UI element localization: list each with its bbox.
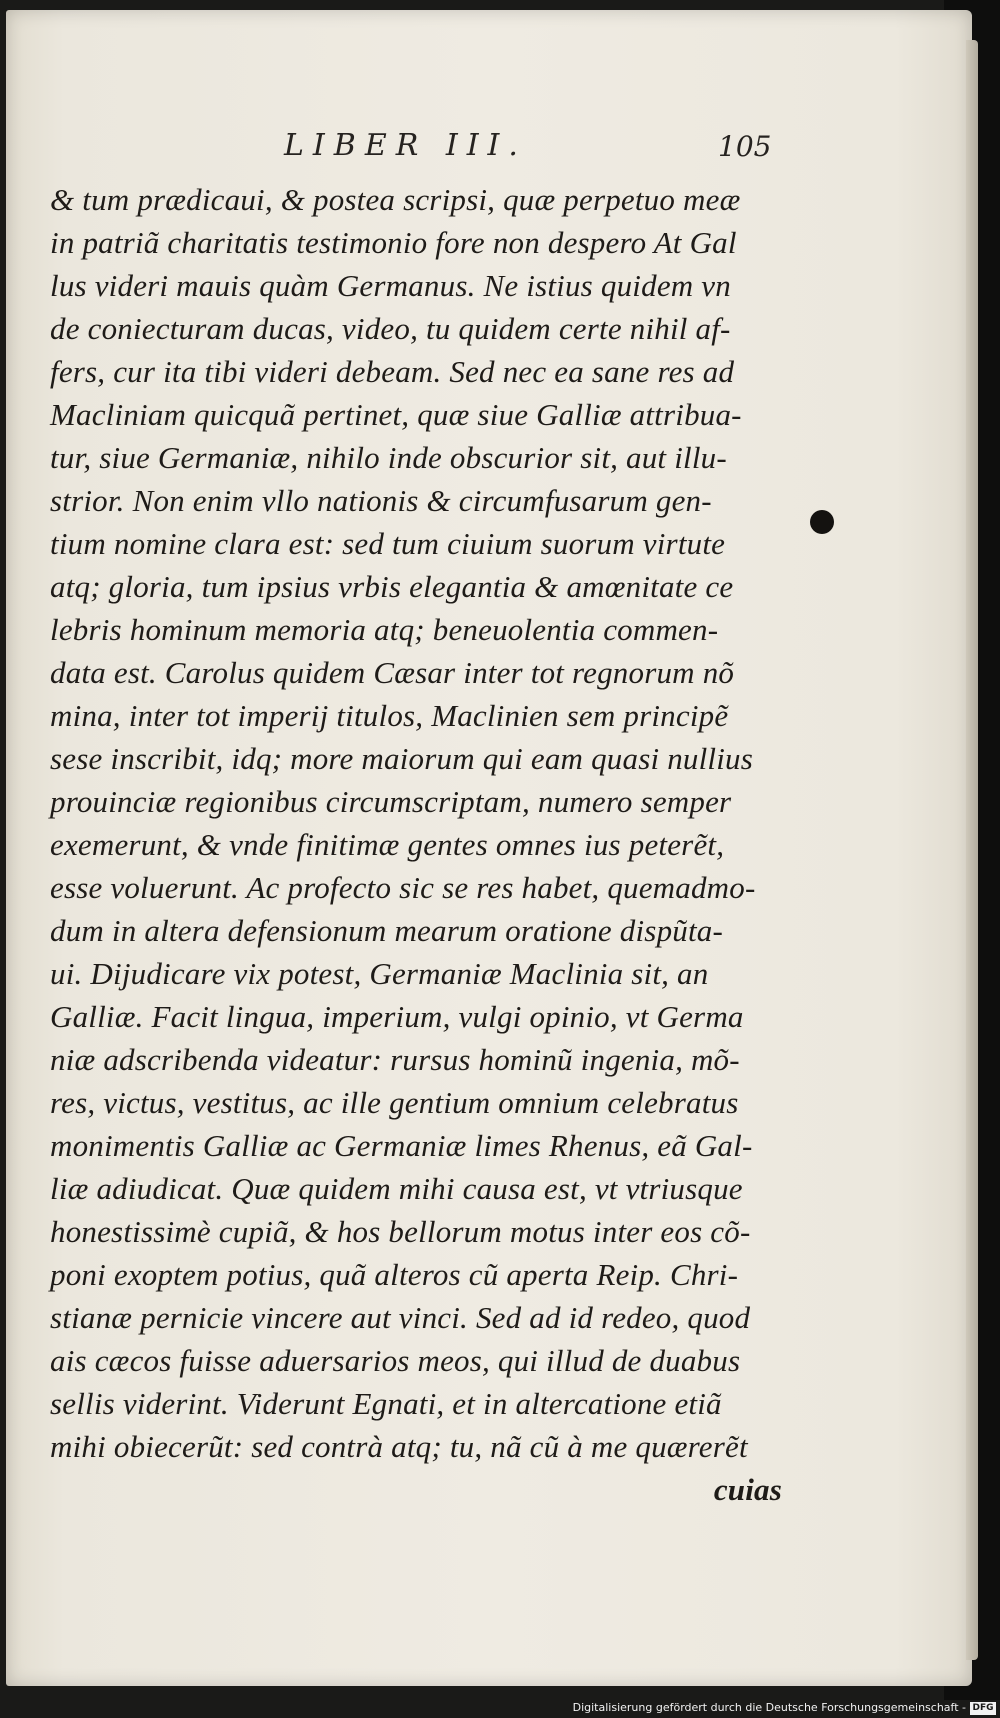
text-line: prouinciæ regionibus circumscriptam, numero semper [50,784,732,819]
text-line: strior. Non enim vllo nationis & circumfusarum gen- [50,483,712,518]
text-line: Macliniam quicquã pertinet, quæ siue Galliæ attribua- [50,397,742,432]
text-line: in patriã charitatis testimonio fore non despero At Gal [50,225,737,260]
text-line: sese inscribit, idq; more maiorum qui eam quasi nullius [50,741,754,776]
book-page [6,10,972,1686]
text-line: stianæ pernicie vincere aut vinci. Sed ad id redeo, quod [50,1300,751,1335]
text-line: atq; gloria, tum ipsius vrbis elegantia & amœnitate ce [50,569,734,604]
text-line: monimentis Galliæ ac Germaniæ limes Rhenus, eã Gal- [50,1128,753,1163]
running-head: LIBER III. [284,128,527,163]
text-line: tium nomine clara est: sed tum ciuium suorum virtute [50,526,726,561]
text-line: dum in altera defensionum mearum oratione dispũta- [50,913,724,948]
text-line: liæ adiudicat. Quæ quidem mihi causa est, vt vtriusque [50,1171,743,1206]
text-line: mihi obiecerũt: sed contrà atq; tu, nã cũ à me quærerẽt [50,1429,748,1464]
text-line: data est. Carolus quidem Cæsar inter tot regnorum nõ [50,655,735,690]
digitization-credit: Digitalisierung gefördert durch die Deutsche Forschungsgemeinschaft - [572,1701,966,1714]
text-line: Galliæ. Facit lingua, imperium, vulgi opinio, vt Germa [50,999,744,1034]
text-line: fers, cur ita tibi videri debeam. Sed nec ea sane res ad [50,354,735,389]
text-line: tur, siue Germaniæ, nihilo inde obscurior sit, aut illu- [50,440,727,475]
text-line: exemerunt, & vnde finitimæ gentes omnes ius peterẽt, [50,827,725,862]
catchword: cuias [713,1472,782,1507]
text-line: lus videri mauis quàm Germanus. Ne istius quidem vn [50,268,731,303]
text-line: poni exoptem potius, quã alteros cũ aperta Reip. Chri- [50,1257,739,1292]
text-line: res, victus, vestitus, ac ille gentium omnium celebratus [50,1085,739,1120]
text-line: sellis viderint. Viderunt Egnati, et in altercatione etiã [50,1386,722,1421]
text-line: de coniecturam ducas, video, tu quidem certe nihil af- [50,311,731,346]
page-edge [966,40,978,1660]
text-line: niæ adscribenda videatur: rursus hominũ ingenia, mõ- [50,1042,740,1077]
folio-number: 105 [718,130,772,163]
text-line: esse voluerunt. Ac profecto sic se res habet, quemadmo- [50,870,756,905]
text-line: & tum prædicaui, & postea scripsi, quæ perpetuo meæ [50,182,741,217]
body-text [50,178,790,1511]
text-line: ais cæcos fuisse aduersarios meos, qui illud de duabus [50,1343,741,1378]
text-line: lebris hominum memoria atq; beneuolentia commen- [50,612,719,647]
dfg-logo: DFG [970,1702,996,1715]
ink-blot [810,510,834,534]
text-line: honestissimè cupiã, & hos bellorum motus inter eos cõ- [50,1214,751,1249]
page-header [6,128,972,168]
text-line: ui. Dijudicare vix potest, Germaniæ Maclinia sit, an [50,956,709,991]
text-line: mina, inter tot imperij titulos, Maclinien sem principẽ [50,698,729,733]
